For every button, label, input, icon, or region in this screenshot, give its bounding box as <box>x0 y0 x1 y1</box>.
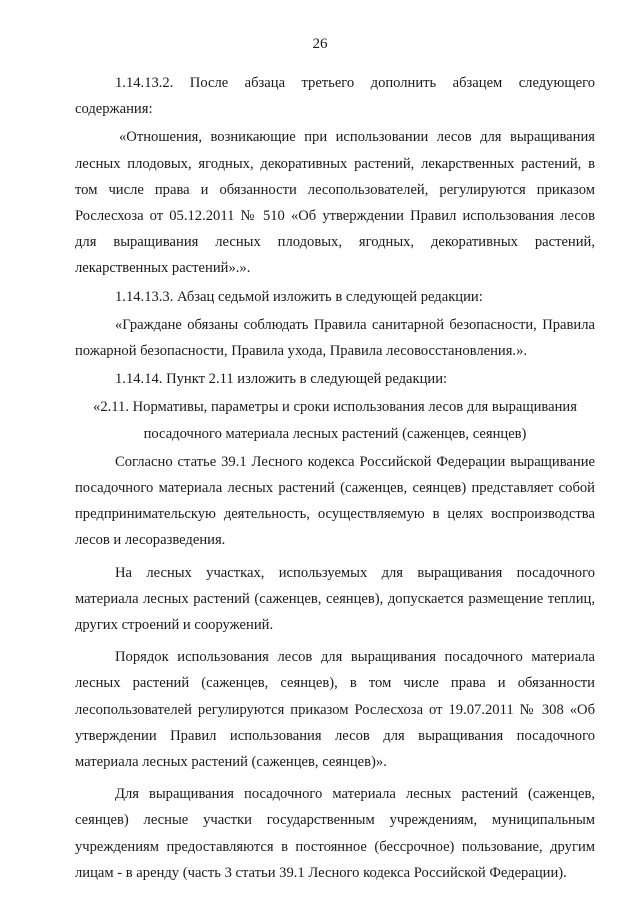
document-body <box>75 70 595 886</box>
paragraph-1-14-13-2: 1.14.13.2. После абзаца третьего дополнить абзацем следующего содержания: <box>75 75 595 118</box>
paragraph-article-39-1: Согласно статье 39.1 Лесного кодекса Российской Федерации выращивание посадочного материала лесных растений (саженцев, сеянцев) представляет собой предпринимательскую деятельность, осуществляемую в целях воспроизводства лесов и лесоразведения. <box>75 453 595 549</box>
paragraph-quote-citizens: «Граждане обязаны соблюдать Правила санитарной безопасности, Правила пожарной безопасности, Правила ухода, Правила лесовосстановления.». <box>75 316 595 360</box>
paragraph-1-14-13-3: 1.14.13.3. Абзац седьмой изложить в следующей редакции: <box>115 288 483 305</box>
page-number: 26 <box>312 36 328 52</box>
paragraph-order-of-use: Порядок использования лесов для выращивания посадочного материала лесных растений (саженцев, сеянцев), в том числе права и обязанности лесопользователей регулируются приказом Рослесхоза от 19.07.2011 № 308 «Об утверждении Правил использования лесов для выращивания посадочного материала лесных растений (саженцев, сеянцев)». <box>75 649 595 771</box>
paragraph-land-provision: Для выращивания посадочного материала лесных растений (саженцев, сеянцев) лесные участки государственным учреждениям, муниципальным учреждениям предоставляются в постоянное (бессрочное) пользование, другим лицам - в аренду (часть 3 статьи 39.1 Лесного кодекса Российской Федерации). <box>75 786 595 881</box>
section-heading-line-1: «2.11. Нормативы, параметры и сроки использования лесов для выращивания <box>93 399 577 416</box>
paragraph-greenhouses: На лесных участках, используемых для выращивания посадочного материала лесных растений (саженцев, сеянцев), допускается размещение теплиц, других строений и сооружений. <box>75 564 595 634</box>
paragraph-1-14-14: 1.14.14. Пункт 2.11 изложить в следующей редакции: <box>115 371 448 388</box>
section-heading-line-2: посадочного материала лесных растений (саженцев, сеянцев) <box>143 425 527 442</box>
paragraph-quote-relations: «Отношения, возникающие при использовании лесов для выращивания лесных плодовых, ягодных, декоративных растений, лекарственных растений, в том числе права и обязанности лесопользователей, регулируются приказом Рослесхоза от 05.12.2011 № 510 «Об утверждении Правил использования лесов для выращивания лесных плодовых, ягодных, декоративных растений, лекарственных растений».». <box>75 129 595 277</box>
